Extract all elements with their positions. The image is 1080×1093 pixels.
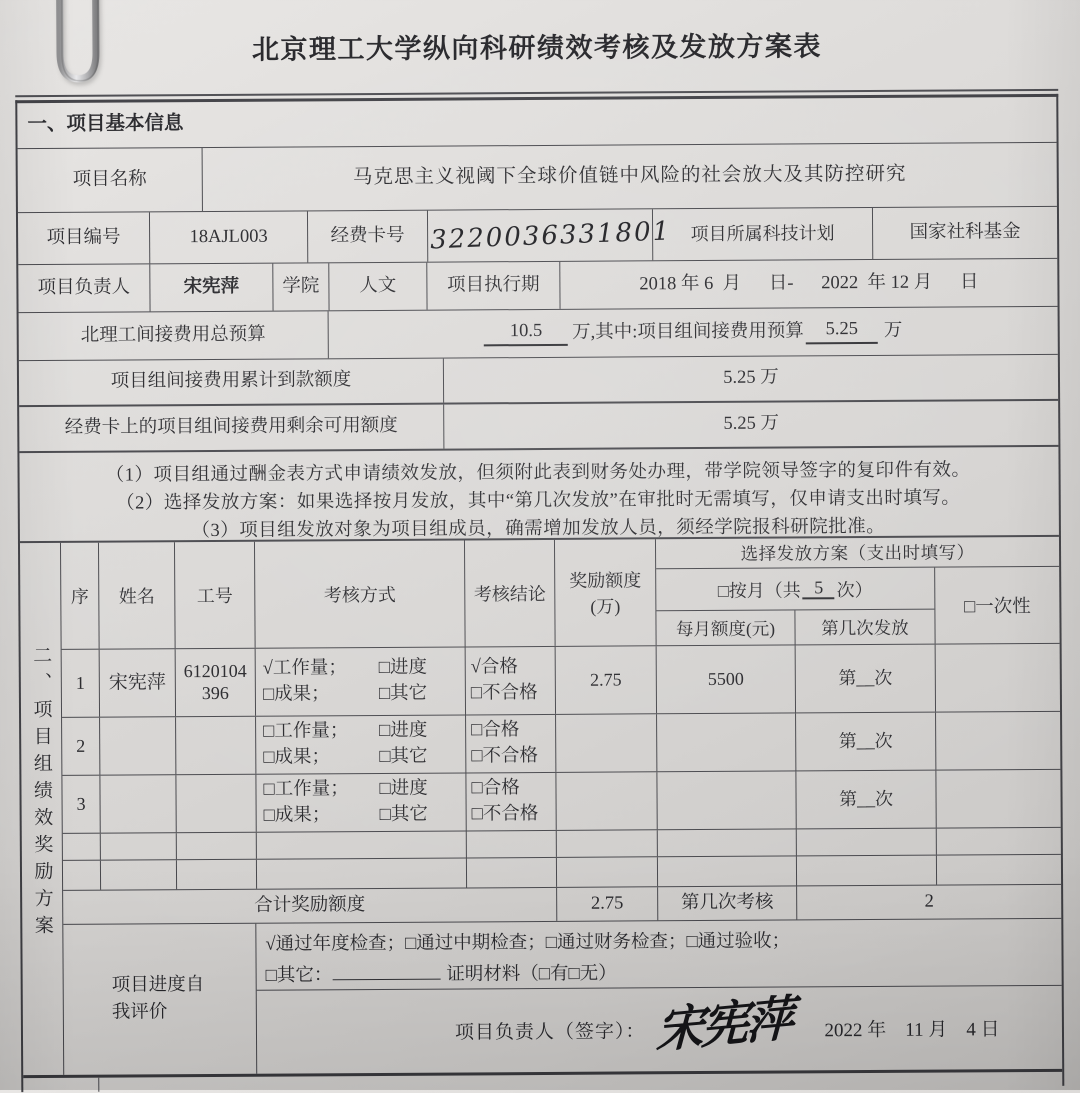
row3-pass-checkbox: □合格 [471,778,520,799]
section2 [20,537,1062,1078]
row3-method-cell [256,773,466,831]
header-plan-lower [656,567,1059,645]
notes-block [19,447,1059,541]
evidence-checkboxes: 证明材料（□有□无） [446,963,617,985]
row1-seq: 1 [62,650,100,717]
row2-once-cell [936,712,1060,770]
remaining-value: 5.25 万 [723,413,780,435]
monthly-suffix: 次） [836,579,873,600]
nth-review-value: 2 [924,891,934,912]
period-value: 2018 年 6 月 日- 2022 年 12 月 日 [639,272,979,295]
budget-total-value: 10.5 [484,321,568,346]
remaining-row [19,401,1058,453]
signature-label: 项目负责人（签字）： [454,1021,646,1044]
period-label: 项目执行期 [427,262,560,310]
college-value: 人文 [329,263,427,311]
received-value: 5.25 万 [723,367,779,389]
row3-per-month [657,771,796,829]
header-per-month: 每月额度(元) [656,610,795,645]
row1-workload-check: √工作量； [262,658,347,680]
row1-pass-check: √合格 [470,657,518,678]
row3-progress-checkbox: □进度 [379,779,428,800]
row1-name: 宋宪萍 [100,649,176,716]
form-title: 北京理工大学纵向科研绩效考核及发放方案表 [251,31,823,65]
section2-main [61,537,1062,1075]
header-conclusion: 考核结论 [465,540,556,647]
row1-once-cell [936,644,1060,712]
form-table [15,94,1064,1092]
member-row-1 [62,644,1060,718]
row3-amount [556,772,657,830]
note-3: （3）项目组发放对象为项目组成员，确需增加发放人员，须经学院报科研院批准。 [191,517,886,542]
leader-value: 宋宪萍 [150,264,273,312]
budget-mid-text: 万,其中:项目组间接费用预算 [571,321,804,343]
budget-group-value: 5.25 [806,319,878,344]
section1-heading-row [17,97,1056,149]
college-label: 学院 [273,263,329,310]
header-amount-line2: (万) [590,596,621,617]
header-once-option: □一次性 [963,597,1031,618]
self-eval-checks [256,919,1061,991]
project-name-value: 马克思主义视阈下全球价值链中风险的社会放大及其防控研究 [352,164,907,189]
header-plan-block [656,537,1060,645]
row3-seq: 3 [62,776,100,833]
row3-result-checkbox: □成果； [263,804,331,826]
row3-nth: 第__次 [796,771,936,829]
monthly-checkbox-label: □按月（共 [717,579,801,601]
self-eval-line1: √通过年度检查；□通过中期检查；□通过财务检查；□通过验收； [265,931,791,955]
budget-row [19,307,1058,361]
self-eval-section [63,919,1062,1075]
leader-row [18,259,1057,313]
row1-nth: 第__次 [796,645,936,713]
row1-method-cell [256,647,466,715]
row1-progress-checkbox: □进度 [378,658,427,679]
row2-workload-checkbox: □工作量； [263,721,349,743]
row2-progress-checkbox: □进度 [379,721,428,742]
budget-label: 北理工间接费用总预算 [19,311,329,360]
section2-side-label: 二、项目组绩效奖励方案 [30,644,53,943]
row2-conclusion-cell [466,715,556,773]
row2-pass-checkbox: □合格 [471,720,520,741]
fund-card-label: 经费卡号 [308,211,428,263]
project-no-label: 项目编号 [18,212,150,264]
other-checkbox-label: □其它： [265,965,333,986]
project-no-value: 18AJL003 [150,211,308,263]
self-eval-label-cell [63,924,257,1075]
row2-per-month [657,713,796,771]
row2-amount [556,714,657,772]
section2-side-cell [20,543,64,1075]
header-name: 姓名 [99,542,176,648]
row3-once-cell [936,770,1060,828]
notes-row [19,447,1059,543]
header-month-block [656,568,935,646]
section1-heading: 一、项目基本信息 [27,113,184,136]
program-label: 项目所属科技计划 [653,208,873,260]
header-method: 考核方式 [255,540,466,647]
project-number-row [18,207,1057,265]
self-eval-content [256,919,1062,1074]
fund-card-value [428,209,672,261]
budget-value-cell [329,307,1058,358]
fund-card-handwriting: 3220036331801 [429,216,672,256]
nth-review-label: 第几次考核 [658,886,797,920]
row3-id [176,775,256,832]
paperclip-icon [47,0,112,95]
row1-per-month: 5500 [657,645,796,713]
received-label: 项目组间接费用累计到款额度 [19,359,444,406]
row1-other-checkbox: □其它 [378,683,428,704]
leader-label: 项目负责人 [18,264,150,312]
row1-fail-checkbox: □不合格 [470,682,538,703]
total-amount: 2.75 [557,887,658,921]
header-monthly-option [656,568,934,612]
row2-name [100,717,176,774]
row3-name [100,775,176,832]
perf-table-header [61,537,1060,650]
signature-row [257,986,1062,1074]
signature-date: 2022 年 11 月 4 日 [824,1019,1000,1042]
remaining-label: 经费卡上的项目组间接费用剩余可用额度 [19,405,444,452]
received-row [19,355,1058,407]
row2-result-checkbox: □成果； [263,746,331,768]
row2-method-cell [256,715,466,773]
row1-conclusion-cell [466,647,556,715]
header-amount [555,539,657,646]
row2-other-checkbox: □其它 [379,746,428,767]
header-month-subrow [656,610,934,646]
row1-amount: 2.75 [556,646,657,714]
program-value: 国家社科基金 [909,221,1021,243]
project-name-row [18,143,1057,213]
row2-id [176,717,256,774]
leader-signature-handwriting: 宋宪萍 [654,991,791,1058]
header-amount-line1: 奖励额度 [569,570,642,591]
header-id: 工号 [175,542,256,648]
row3-workload-checkbox: □工作量； [263,779,349,801]
self-eval-label: 项目进度自我评价 [111,975,205,1023]
member-row-2 [62,712,1060,776]
row2-nth: 第__次 [796,713,936,771]
other-blank-line [332,960,440,981]
row1-result-checkbox: □成果； [262,683,330,705]
total-label: 合计奖励额度 [63,888,557,924]
note-2: （2）选择发放方案：如果选择按月发放，其中“第几次发放”在审批时无需填写，仅申请支出时填写。 [116,488,961,514]
monthly-count-value: 5 [803,578,835,599]
row2-seq: 2 [62,718,100,775]
header-nth: 第几次发放 [821,617,909,638]
row2-fail-checkbox: □不合格 [471,745,539,766]
row3-fail-checkbox: □不合格 [471,803,539,824]
row3-other-checkbox: □其它 [379,804,428,825]
budget-unit: 万 [883,320,903,341]
project-name-label: 项目名称 [18,148,203,212]
header-seq: 序 [61,543,100,649]
note-1: （1）项目组通过酬金表方式申请绩效发放，但须附此表到财务处办理，带学院领导签字的复印件有效。 [105,460,971,486]
header-plan-title: 选择发放方案（支出时填写） [656,537,1059,569]
row1-id: 6120104396 [176,649,256,716]
row3-conclusion-cell [466,773,556,831]
member-row-3 [62,770,1060,834]
